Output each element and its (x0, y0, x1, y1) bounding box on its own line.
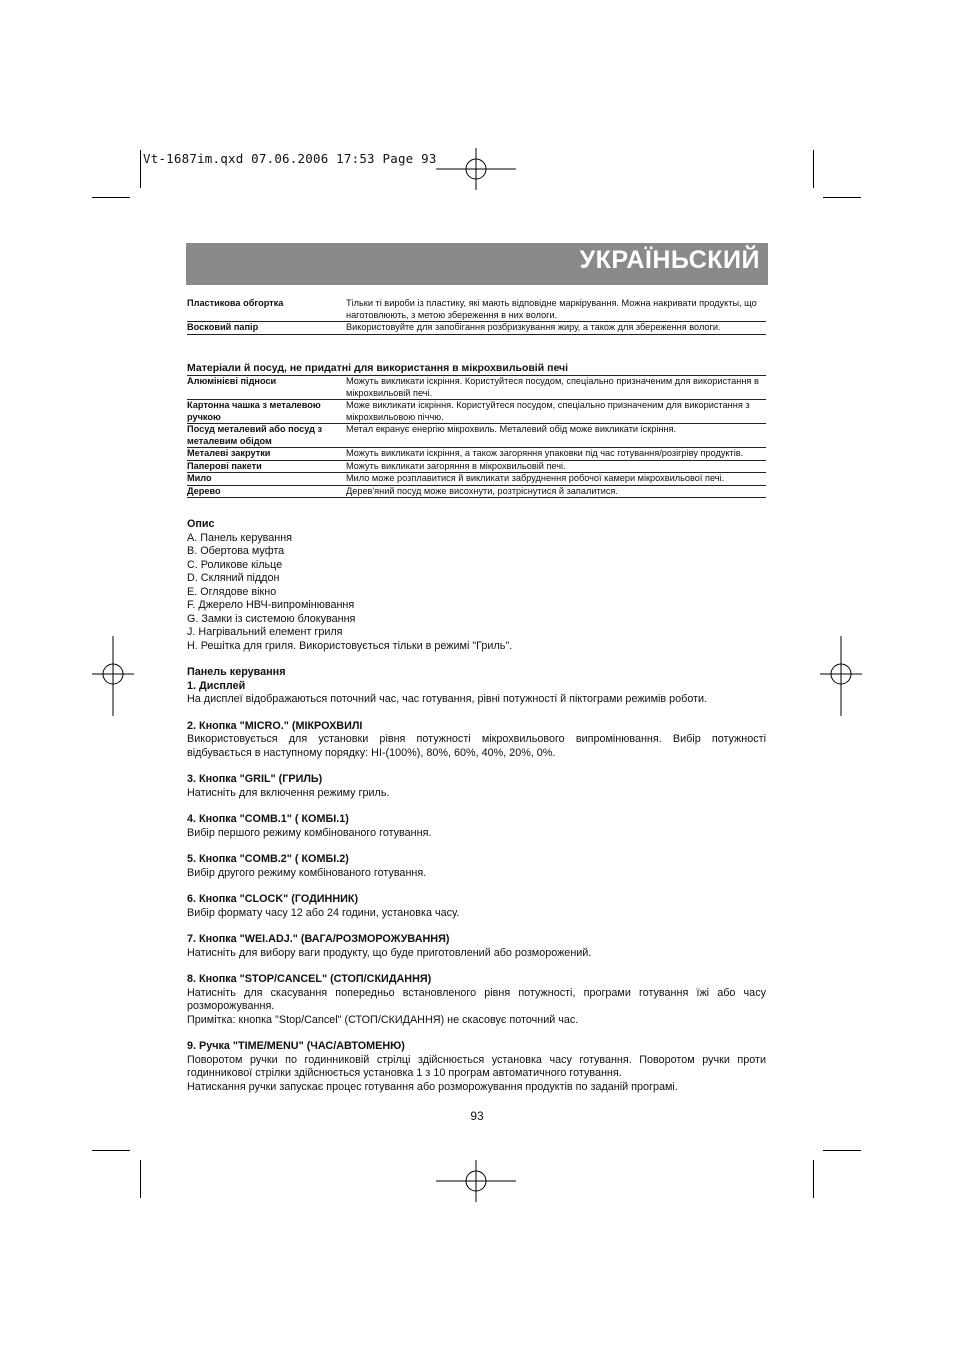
registration-mark-icon (436, 1160, 516, 1202)
section-text: Вибір формату часу 12 або 24 години, установка часу. (187, 906, 460, 919)
section-text: Натискання ручки запускає процес готування або розморожування продуктів по заданій програмі. (187, 1080, 678, 1093)
control-panel-section (187, 666, 766, 1094)
table-row (187, 448, 766, 461)
list-item: H. Решітка для гриля. Використовується тільки в режимі "Гриль". (187, 639, 513, 652)
section-text: годинникової стрілки здійснюється установка 1 з 10 програм автоматичного готування. (187, 1067, 622, 1079)
table-row (187, 322, 766, 335)
list-item: E. Оглядове вікно (187, 585, 277, 598)
table-row (187, 485, 766, 498)
material-name: Мило (187, 473, 346, 486)
crop-mark (823, 197, 861, 198)
material-name: Дерево (187, 485, 346, 498)
registration-mark-icon (92, 636, 134, 716)
file-info-line: Vt-1687im.qxd 07.06.2006 17:53 Page 93 (143, 151, 437, 166)
section-heading: 2. Кнопка "MICRO." (МІКРОХВИЛІ (187, 719, 363, 732)
list-item: B. Обертова муфта (187, 545, 285, 557)
registration-mark-icon (820, 636, 862, 716)
material-desc: Використовуйте для запобігання розбризкування жиру, а також для збереження вологи. (346, 322, 766, 335)
material-desc: Тільки ті вироби із пластику, які мають відповідне маркірування. Можна накривати продукты, що наготовлюють, з метою збереження в них вологи. (346, 298, 766, 322)
section-text: Вибір другого режиму комбінованого готування. (187, 866, 427, 879)
section-text: На дисплеї відображаються поточний час, час готування, рівні потужності й піктограми режимів роботи. (187, 693, 708, 705)
table-row (187, 460, 766, 473)
material-name: Металеві закрутки (187, 448, 346, 461)
crop-mark (92, 1150, 130, 1151)
material-desc: Дерев'яний посуд може висохнути, розтріснутися й запалитися. (346, 485, 766, 498)
section-text: Натисніть для включення режиму гриль. (187, 786, 390, 799)
list-item: A. Панель керування (187, 531, 293, 544)
suitable-materials-table (187, 298, 766, 335)
section-heading: 1. Дисплей (187, 679, 246, 692)
section-text: розморожування. (187, 1000, 275, 1012)
crop-mark (140, 150, 141, 188)
description-section (187, 518, 766, 653)
section-heading: 6. Кнопка "CLOCK" (ГОДИННИК) (187, 893, 359, 905)
table-row (187, 298, 766, 322)
section-text: Вибір першого режиму комбінованого готування. (187, 826, 432, 839)
list-item: G. Замки із системою блокування (187, 612, 356, 625)
material-name: Алюмінієві підноси (187, 376, 346, 400)
material-desc: Можуть викликати іскріння. Користуйтеся посудом, спеціально призначеним для використання в мікрохвильовій печі. (346, 376, 766, 400)
material-desc: Мило може розплавитися й викликати забруднення робочої камери мікрохвильової печі. (346, 473, 766, 486)
material-desc: Може викликати іскріння. Користуйтеся посудом, спеціально призначеним для використання з мікрохвильовою піччю. (346, 400, 766, 424)
list-item: D. Скляний піддон (187, 572, 280, 584)
section-heading: 4. Кнопка "COMB.1" ( КОМБІ.1) (187, 813, 349, 825)
material-name: Картонна чашка з металевою ручкою (187, 400, 346, 424)
section-text: відбувається в наступному порядку: HI-(100%), 80%, 60%, 40%, 20%, 0%. (187, 746, 556, 759)
section-text: Натисніть для скасування попередньо встановленого рівня потужності, програми готування їжі або часу (187, 986, 766, 999)
table-row (187, 376, 766, 400)
unsuitable-section-title: Матеріали й посуд, не придатні для використання в мікрохвильовій печі (187, 362, 569, 374)
section-heading: 3. Кнопка "GRIL" (ГРИЛЬ) (187, 773, 323, 785)
section-text: Примітка: кнопка "Stop/Cancel" (СТОП/СКИДАННЯ) не скасовує поточний час. (187, 1013, 579, 1026)
crop-mark (813, 1160, 814, 1198)
material-desc: Метал екранує енергію мікрохвиль. Металевий обід може викликати іскріння. (346, 424, 766, 448)
table-row (187, 473, 766, 486)
material-name: Посуд металевий або посуд з металевим обідом (187, 424, 346, 448)
section-heading: 7. Кнопка "WEI.ADJ." (ВАГА/РОЗМОРОЖУВАННЯ) (187, 933, 450, 945)
list-item: J. Нагрівальний елемент гриля (187, 626, 343, 638)
panel-title: Панель керування (187, 666, 286, 678)
list-item: F. Джерело НВЧ-випромінювання (187, 599, 355, 611)
section-heading: 5. Кнопка "COMB.2" ( КОМБІ.2) (187, 853, 349, 865)
description-title: Опис (187, 518, 215, 530)
section-heading: 8. Кнопка "STOP/CANCEL" (СТОП/СКИДАННЯ) (187, 973, 432, 985)
table-row (187, 400, 766, 424)
registration-mark-icon (436, 148, 516, 190)
page-number: 93 (470, 1109, 484, 1123)
section-text: Натисніть для вибору ваги продукту, що буде приготовлений або розморожений. (187, 946, 592, 959)
crop-mark (92, 197, 130, 198)
crop-mark (140, 1160, 141, 1198)
unsuitable-materials-table (187, 375, 766, 498)
material-name: Паперові пакети (187, 460, 346, 473)
title-bar (186, 243, 768, 285)
material-desc: Можуть викликати іскріння, а також загоряння упаковки під час готування/розігріву продуктів. (346, 448, 766, 461)
section-heading: 9. Ручка "TIME/MENU" (ЧАС/АВТОМЕНЮ) (187, 1040, 405, 1052)
material-name: Восковий папір (187, 322, 346, 335)
crop-mark (813, 150, 814, 188)
crop-mark (823, 1150, 861, 1151)
material-desc: Можуть викликати загоряння в мікрохвильовій печі. (346, 460, 766, 473)
material-name: Пластикова обгортка (187, 298, 346, 322)
list-item: C. Роликове кільце (187, 558, 283, 571)
section-text: Використовується для установки рівня потужності мікрохвильового випромінювання. Вибір потужності (187, 733, 766, 745)
page-title: УКРАЇНЬСКИЙ (579, 246, 760, 274)
table-row (187, 424, 766, 448)
section-text: Поворотом ручки по годинниковій стрілці здійснюється установка часу готування. Поворотом ручки проти (187, 1053, 766, 1066)
